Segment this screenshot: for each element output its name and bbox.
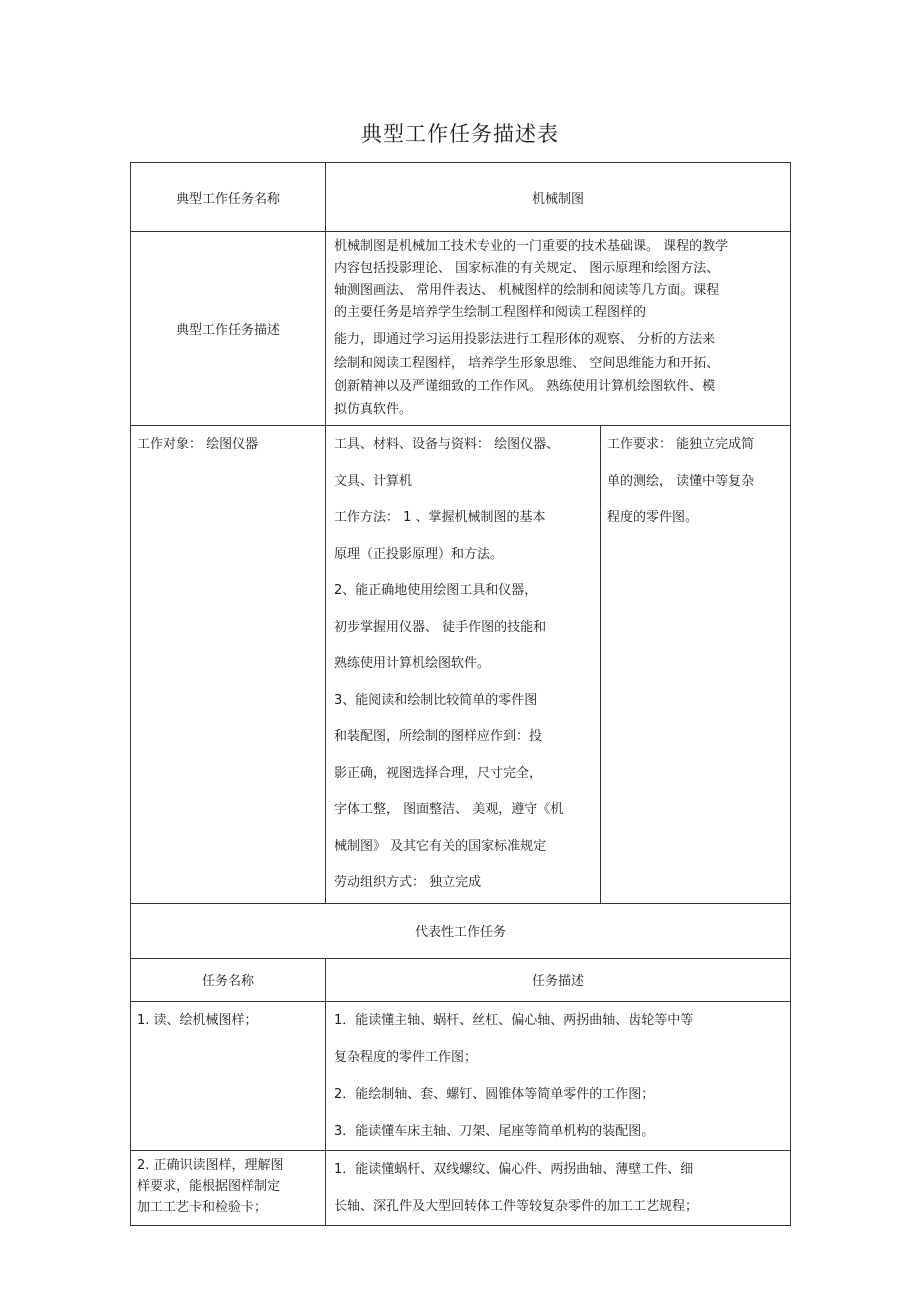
task-name-label: 典型工作任务名称 [131,163,326,232]
task-desc-label: 典型工作任务描述 [131,232,326,426]
method-line: 熟练使用计算机绘图软件。 [334,656,491,671]
task-desc-line: 能力，即通过学习运用投影法进行工程形体的观察、 分析的方法来 [334,332,716,347]
method-line: 械制图》 及其它有关的国家标准规定 [334,838,547,854]
row-work-details [131,426,791,904]
task-desc-line: 1．能读懂主轴、蜗杆、丝杠、偏心轴、两拐曲轴、齿轮等中等 [334,1012,694,1028]
task-desc-line: 创新精神以及严谨细致的工作作风。 熟练使用计算机绘图软件、模 [334,379,716,394]
task-desc-line: 绘制和阅读工程图样， 培养学生形象思维、 空间思维能力和开拓、 [334,356,720,371]
task-name [131,1150,326,1225]
method-line: 影正确，视图选择合理，尺寸完全， [334,765,543,781]
task-name: 1. 读、绘机械图样； [131,1001,326,1150]
task-desc-line: 轴测图画法、 常用件表达、 机械图样的绘制和阅读等几方面。课程 [334,283,720,298]
work-methods-cell [326,426,601,904]
method-line: 劳动组织方式： 独立完成 [334,875,482,890]
work-object: 工作对象： 绘图仪器 [131,426,326,904]
method-line: 工具、材料、设备与资料： 绘图仪器、 [334,437,560,452]
method-line: 原理（正投影原理）和方法。 [334,546,504,562]
task-desc-line: 拟仿真软件。 [334,402,413,417]
method-line: 和装配图，所绘制的图样应作到：投 [334,729,543,744]
method-line: 2、能正确地使用绘图工具和仪器， [334,583,538,598]
requirement-line: 单的测绘， 读懂中等复杂 [607,473,755,489]
task-desc-line: 复杂程度的零件工作图； [334,1049,478,1065]
task-desc-line: 2．能绘制轴、套、螺钉、圆锥体等简单零件的工作图； [334,1086,655,1102]
col-task-desc: 任务描述 [326,958,791,1001]
task-description-table [130,162,791,1226]
method-line: 工作方法： 1 、掌握机械制图的基本 [334,510,546,525]
row-column-headers [131,958,791,1001]
task-name-line: 2. 正确识读图样，理解图 [137,1157,284,1173]
row-task-name [131,163,791,232]
requirement-line: 程度的零件图。 [607,510,699,525]
task-name-value: 机械制图 [326,163,791,232]
task-row [131,1001,791,1150]
method-line: 初步掌握用仪器、 徒手作图的技能和 [334,619,547,635]
task-row [131,1150,791,1225]
method-line: 字体工整， 图面整洁、 美观，遵守《机 [334,802,564,817]
task-desc-line: 机械制图是机械加工技术专业的一门重要的技术基础课。 课程的教学 [334,239,729,254]
task-desc-line: 的主要任务是培养学生绘制工程图样和阅读工程图样的 [334,305,647,320]
task-desc-line: 1．能读懂蜗杆、双线螺纹、偏心件、两拐曲轴、薄壁工件、细 [334,1161,694,1177]
rep-tasks-header: 代表性工作任务 [131,903,791,958]
method-line: 3、能阅读和绘制比较简单的零件图 [334,692,538,708]
col-task-name: 任务名称 [131,958,326,1001]
row-task-desc [131,232,791,426]
task-desc-line: 3．能读懂车床主轴、刀架、尾座等简单机构的装配图。 [334,1123,655,1139]
work-requirement-cell [601,426,791,904]
task-name-line: 样要求，能根据图样制定 [137,1178,281,1194]
task-desc-line: 内容包括投影理论、 国家标准的有关规定、 图示原理和绘图方法、 [334,261,720,276]
page-title: 典型工作任务描述表 [361,122,559,146]
task-desc [326,1150,791,1225]
requirement-line: 工作要求： 能独立完成简 [607,437,755,452]
task-desc-cell [326,232,791,426]
row-rep-header [131,903,791,958]
task-name-line: 加工工艺卡和检验卡； [137,1199,268,1215]
method-line: 文具、计算机 [334,473,413,489]
task-desc [326,1001,791,1150]
task-desc-line: 长轴、深孔件及大型回转体工件等较复杂零件的加工工艺规程； [334,1198,699,1214]
